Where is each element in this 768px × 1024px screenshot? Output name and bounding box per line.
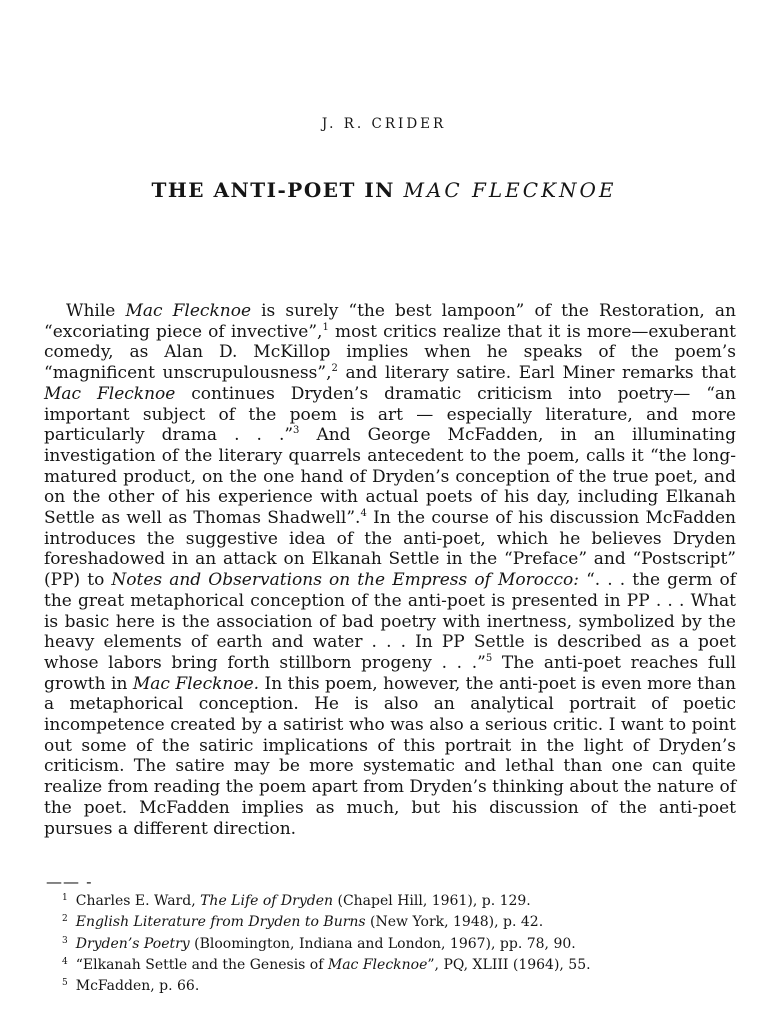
body-italic: Mac Flecknoe. bbox=[132, 673, 260, 694]
footnote bbox=[62, 955, 742, 976]
footnote-italic: English Literature from Dryden to Burns bbox=[75, 914, 366, 931]
footnote-marker[interactable]: 2 bbox=[331, 363, 338, 375]
body-italic: Mac Flecknoe bbox=[125, 301, 252, 321]
footnote-number: 5 bbox=[62, 978, 68, 989]
footnote-marker[interactable]: 4 bbox=[360, 508, 367, 520]
footnote-italic: The Life of Dryden bbox=[200, 893, 334, 909]
footnote-italic: Dryden’s Poetry bbox=[75, 935, 190, 952]
footnote bbox=[62, 912, 742, 933]
footnote-number: 2 bbox=[62, 914, 68, 925]
footnote-number: 4 bbox=[62, 956, 68, 967]
body-paragraph bbox=[44, 301, 736, 839]
body-text: And George McFadden, in an illuminating investigation of the literary quarrels antecedent to the poem, calls it “the long-matured product, on the one hand of Dryden’s conception of the true poet, and on the other of his experience with actual poets of his day, including Elkanah Settle as well as Thomas Shadwell”. bbox=[44, 425, 736, 529]
footnote-number: 3 bbox=[62, 935, 68, 946]
body-text: continues Dryden’s dramatic criticism into poetry— “an important subject of the poem is art — especially literature, and more particularly drama . . .” bbox=[44, 383, 736, 446]
body-italic: Notes and Observations on the Empress of Morocco: bbox=[111, 570, 579, 591]
body-text: is surely “the best lampoon” of the Restoration, an “excoriating piece of invective”, bbox=[44, 301, 737, 342]
footnote-italic: Mac Flecknoe bbox=[327, 956, 428, 973]
footnote bbox=[62, 934, 742, 955]
footnote-separator: —— - bbox=[46, 872, 93, 891]
body-text: The anti-poet reaches full growth in bbox=[44, 652, 737, 694]
body-text: “. . . the germ of the great metaphorical conception of the anti-poet is presented in PP . . . What is basic here is the association of bad poetry with inertness, symbolized by the heavy elements of earth and water . . . In PP Settle is described as a poet whose labors bring forth stillborn progeny . . .” bbox=[44, 570, 736, 673]
title-italic: MAC FLECKNOE bbox=[403, 178, 617, 202]
footnote-text: (Bloomington, Indiana and London, 1967), pp. 78, 90. bbox=[189, 935, 576, 952]
body-text: In this poem, however, the anti-poet is even more than a metaphorical conception. He is also an analytical portrait of poetic incompetence created by a satirist who was also a serious critic. I want to point out some of the satiric implications of this portrait in the light of Dryden’s criticism. The satire may be more systematic and lethal than one can quite realize from reading the poem apart from Dryden’s thinking about the nature of the poet. McFadden implies as much, but his discussion of the anti-poet pursues a different direction. bbox=[44, 673, 737, 839]
footnote-marker[interactable]: 5 bbox=[485, 652, 493, 664]
footnote-text: Charles E. Ward, bbox=[75, 893, 201, 909]
footnotes bbox=[62, 891, 742, 997]
footnote bbox=[62, 976, 742, 997]
footnote-text: ”, PQ, XLIII (1964), 55. bbox=[427, 956, 591, 973]
body-text: In the course of his discussion McFadden introduces the suggestive idea of the anti-poet, which he believes Dryden foreshadowed in an attack on Elkanah Settle in the “Preface” and “Postscript” (PP) to bbox=[44, 508, 736, 591]
body-text: most critics realize that it is more—exuberant comedy, as Alan D. McKillop implies when he speaks of the poem’s “magnificent unscrupulousness”, bbox=[44, 321, 736, 384]
footnote-marker[interactable]: 1 bbox=[322, 321, 329, 333]
footnote-text: (New York, 1948), p. 42. bbox=[365, 914, 544, 931]
body-text: While bbox=[66, 301, 126, 321]
footnote-text: (Chapel Hill, 1961), p. 129. bbox=[333, 893, 531, 909]
footnote-text: “Elkanah Settle and the Genesis of bbox=[75, 956, 328, 973]
body-text: and literary satire. Earl Miner remarks that bbox=[337, 363, 737, 384]
footnote-number: 1 bbox=[62, 893, 68, 903]
article-title bbox=[0, 178, 768, 202]
title-prefix: THE ANTI-POET IN bbox=[151, 178, 395, 202]
author-name: J. R. CRIDER bbox=[321, 116, 447, 132]
footnote-text: McFadden, p. 66. bbox=[75, 978, 200, 995]
body-italic: Mac Flecknoe bbox=[44, 383, 176, 404]
footnote-marker[interactable]: 3 bbox=[293, 425, 300, 437]
footnote bbox=[62, 891, 742, 912]
